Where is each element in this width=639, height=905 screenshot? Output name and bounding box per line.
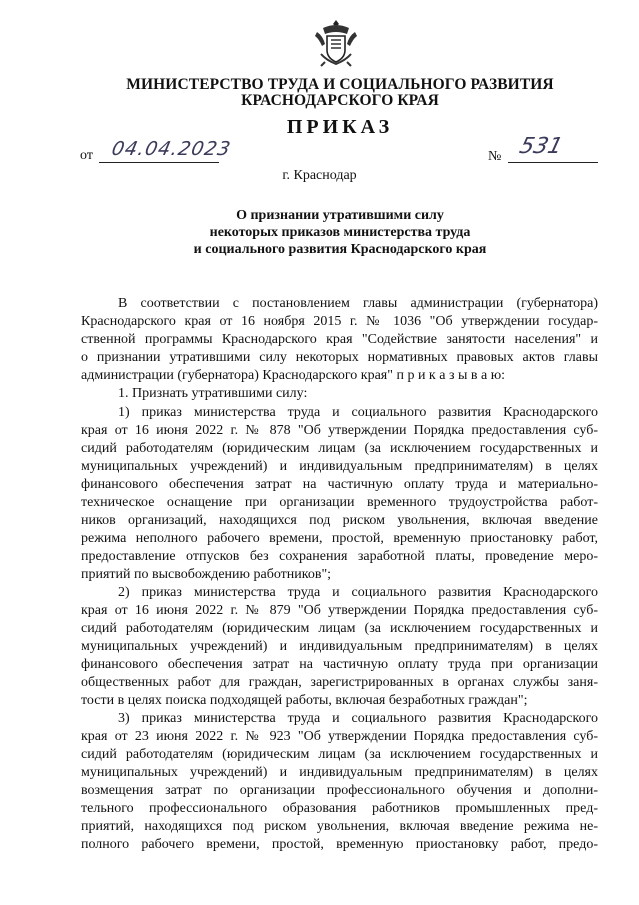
body-line: о признании утратившими силу некоторых нормативных правовых актов главы	[81, 350, 598, 365]
body-line: приятий, находящихся под риском увольнения, включая введение режима не-	[81, 819, 598, 834]
city-label: г. Краснодар	[282, 168, 357, 183]
ministry-name-line2: КРАСНОДАРСКОГО КРАЯ	[241, 92, 439, 109]
body-line: Краснодарского края от 16 ноября 2015 г. № 1036 "Об утверждении государ-	[81, 314, 598, 329]
body-line: ственной программы Краснодарского края "Содействие занятости населения" и	[81, 332, 598, 347]
date-label: от	[80, 148, 93, 163]
body-line: режима неполного рабочего времени, простой, временную приостановку работ,	[81, 531, 598, 546]
date-underline	[99, 162, 219, 163]
body-line: возмещения затрат по организации профессионального обучения и дополни-	[81, 783, 598, 798]
coat-of-arms-icon	[313, 18, 359, 68]
body-line: полного рабочего времени, простой, временную приостановку работ, предо-	[81, 837, 598, 852]
body-line: техническое оснащение при организации временного трудоустройства работ-	[81, 495, 598, 510]
handwritten-number: 531	[516, 134, 566, 159]
body-line: муниципальных учреждений) и индивидуальным предпринимателям) в целях	[81, 639, 598, 654]
body-line: края от 23 июня 2022 г. № 923 "Об утверждении Порядка предоставления суб-	[81, 729, 598, 744]
body-line: края от 16 июня 2022 г. № 879 "Об утверждении Порядка предоставления суб-	[81, 603, 598, 618]
subject-line: О признании утратившими силу	[236, 208, 444, 223]
body-line: сидий работодателям (юридическим лицам (за исключением государственных и	[81, 747, 598, 762]
body-line: края от 16 июня 2022 г. № 878 "Об утверждении Порядка предоставления суб-	[81, 423, 598, 438]
body-line: предоставление отпусков без сохранения заработной платы, проведение меро-	[81, 549, 598, 564]
body-line: В соответствии с постановлением главы администрации (губернатора)	[118, 296, 598, 311]
body-line: приятий по высвобождению работников";	[81, 567, 332, 582]
body-line: финансового обеспечения затрат на частичную оплату труда и материально-	[81, 477, 598, 492]
document-type-title: ПРИКАЗ	[286, 116, 394, 138]
number-underline	[508, 162, 598, 163]
body-line: тости в целях поиска подходящей работы, включая безработных граждан";	[81, 693, 528, 708]
number-label: №	[488, 149, 502, 164]
body-line: муниципальных учреждений) и индивидуальным предпринимателям) в целях	[81, 765, 598, 780]
body-line: сидий работодателям (юридическим лицам (за исключением государственных и	[81, 441, 598, 456]
subject-line: и социального развития Краснодарского края	[193, 242, 487, 257]
body-line: общественных работ для граждан, зарегистрированных в органах службы заня-	[81, 675, 598, 690]
body-line: ников организаций, находящихся под риском увольнения, включая введение	[81, 513, 598, 528]
body-line: 3) приказ министерства труда и социального развития Краснодарского	[118, 711, 598, 726]
body-line: тельного профессионального образования работников промышленных пред-	[81, 801, 598, 816]
subject-line: некоторых приказов министерства труда	[209, 225, 471, 240]
handwritten-date: 04.04.2023	[109, 138, 234, 160]
body-line: 1) приказ министерства труда и социального развития Краснодарского	[118, 405, 598, 420]
body-line: администрации (губернатора) Краснодарского края" п р и к а з ы в а ю:	[81, 368, 506, 383]
body-line: 1. Признать утратившими силу:	[118, 386, 308, 401]
ministry-name-line1: МИНИСТЕРСТВО ТРУДА И СОЦИАЛЬНОГО РАЗВИТИЯ	[126, 76, 554, 93]
body-line: 2) приказ министерства труда и социального развития Краснодарского	[118, 585, 598, 600]
body-line: муниципальных учреждений) и индивидуальным предпринимателям) в целях	[81, 459, 598, 474]
body-line: сидий работодателям (юридическим лицам (за исключением государственных и	[81, 621, 598, 636]
body-line: финансового обеспечения затрат на частичную оплату труда при организации	[81, 657, 598, 672]
